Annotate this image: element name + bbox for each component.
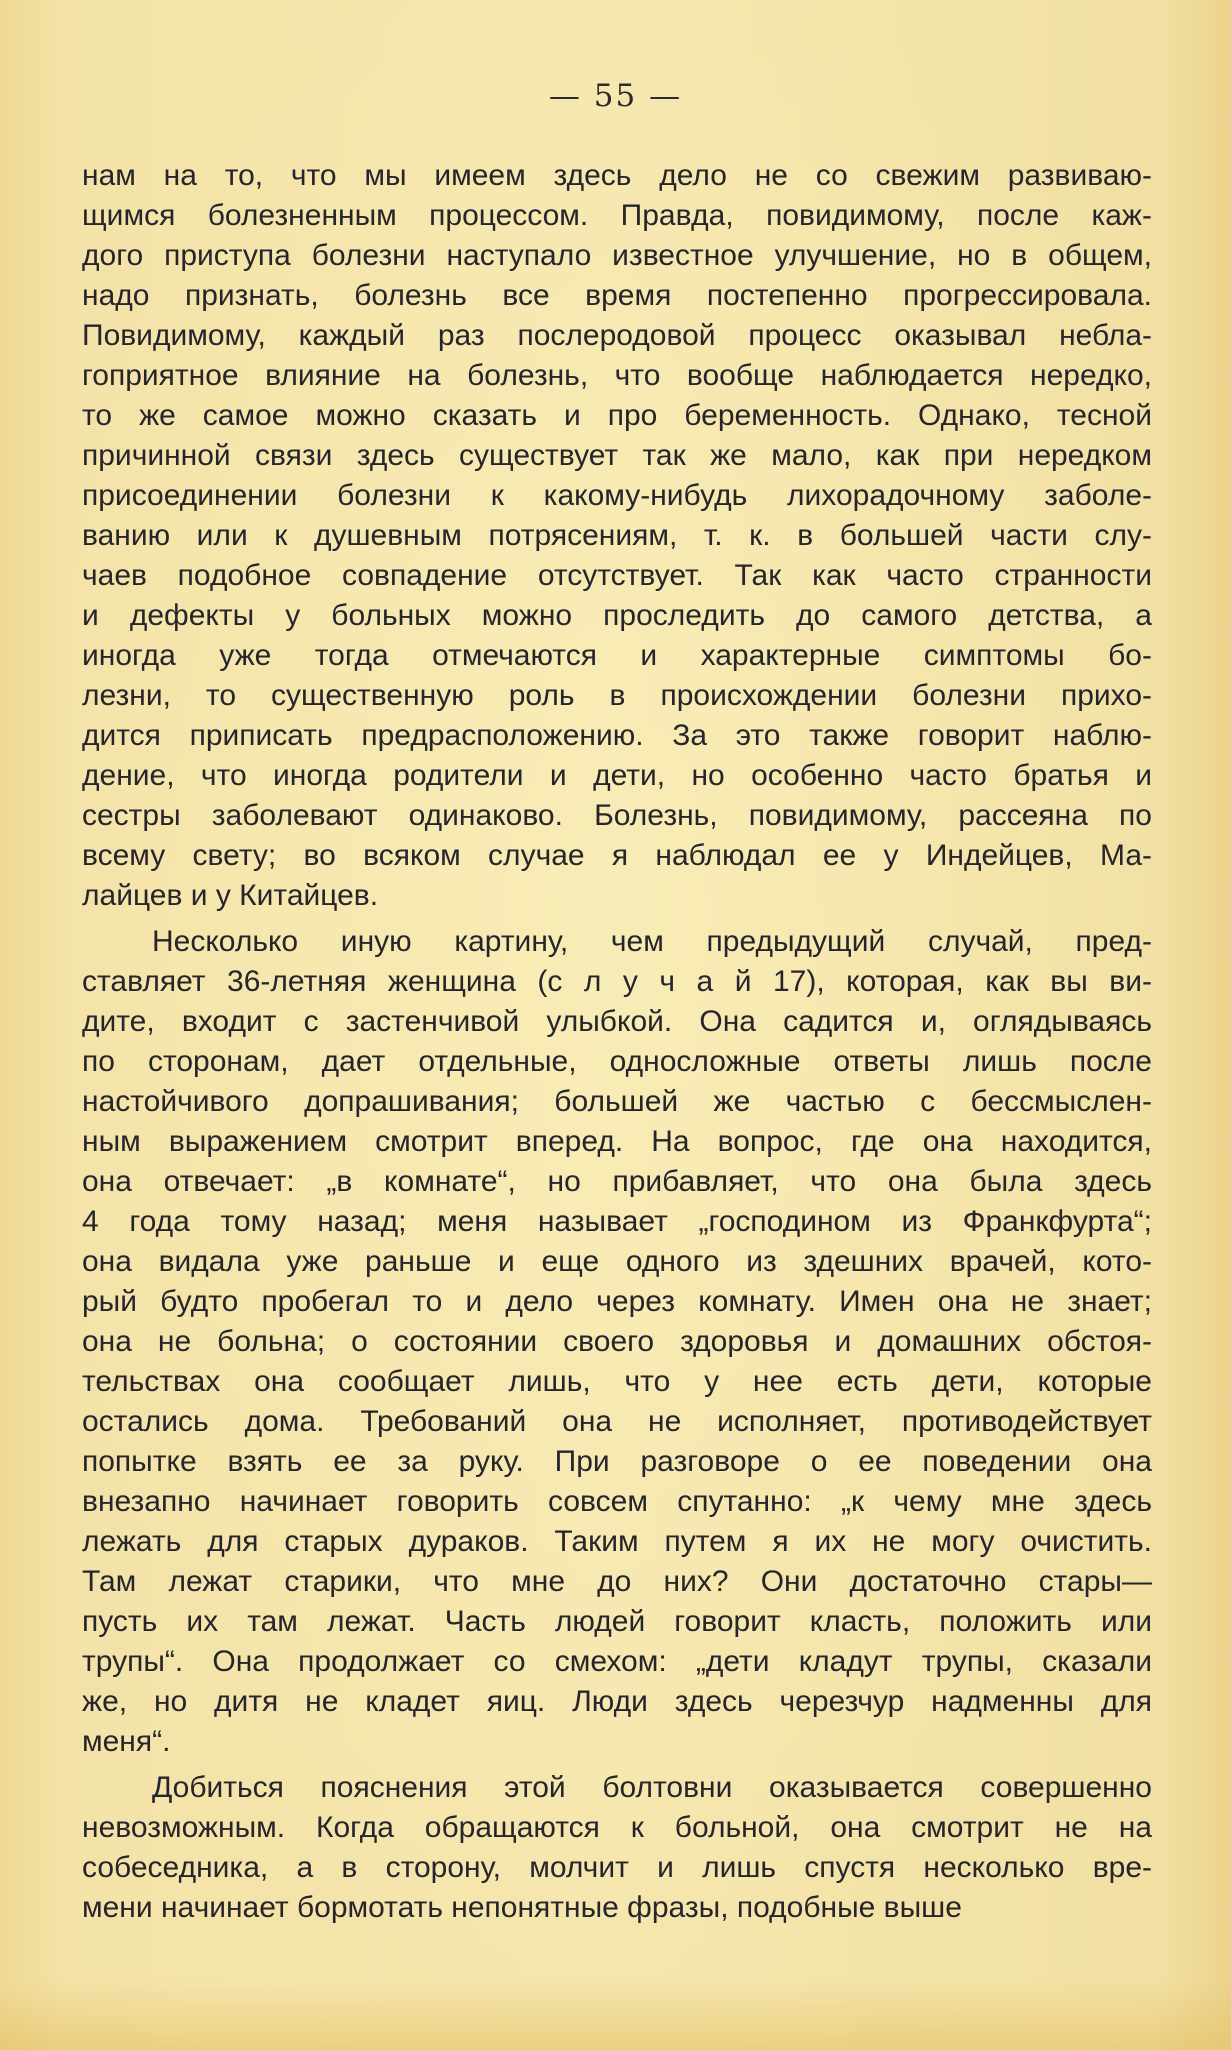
text-line: собеседника, а в сторону, молчит и лишь спустя несколько вре- <box>82 1851 1152 1884</box>
text-line: остались дома. Требований она не исполняет, противодействует <box>82 1405 1152 1438</box>
text-line: же, но дитя не кладет яиц. Люди здесь черезчур надменны для <box>82 1685 1152 1718</box>
paragraph <box>82 922 1152 1762</box>
text-line: Там лежат старики, что мне до них? Они достаточно стары— <box>82 1565 1152 1598</box>
text-line: невозможным. Когда обращаются к больной, она смотрит не на <box>82 1811 1152 1844</box>
paragraph <box>82 1768 1152 1928</box>
text-line: трупы“. Она продолжает со смехом: „дети кладут трупы, сказали <box>82 1645 1152 1678</box>
text-line: настойчивого допрашивания; большей же частью с бессмыслен- <box>82 1085 1152 1118</box>
text-line: дится приписать предрасположению. За это также говорит наблю- <box>82 719 1152 752</box>
text-line: Добиться пояснения этой болтовни оказывается совершенно <box>152 1771 1152 1804</box>
text-line: то же самое можно сказать и про беременность. Однако, тесной <box>82 399 1152 432</box>
body-text <box>82 156 1152 1934</box>
paragraph <box>82 156 1152 916</box>
text-line: рый будто пробегал то и дело через комнату. Имен она не знает; <box>82 1285 1152 1318</box>
text-line: внезапно начинает говорить совсем спутанно: „к чему мне здесь <box>82 1485 1152 1518</box>
text-line: лайцев и у Китайцев. <box>82 879 379 912</box>
text-line: лежать для старых дураков. Таким путем я их не могу очистить. <box>82 1525 1152 1558</box>
text-line: ставляет 36-летняя женщина (с л у ч а й 17), которая, как вы ви- <box>82 965 1152 998</box>
text-line: гоприятное влияние на болезнь, что вообще наблюдается нередко, <box>82 359 1152 392</box>
text-line: по сторонам, дает отдельные, односложные ответы лишь после <box>82 1045 1152 1078</box>
text-line: присоединении болезни к какому-нибудь лихорадочному заболе- <box>82 479 1152 512</box>
text-line: дите, входит с застенчивой улыбкой. Она садится и, оглядываясь <box>82 1005 1152 1038</box>
text-line: она отвечает: „в комнате“, но прибавляет, что она была здесь <box>82 1165 1152 1198</box>
text-line: ванию или к душевным потрясениям, т. к. в большей части слу- <box>82 519 1152 552</box>
text-line: 4 года тому назад; меня называет „господином из Франкфурта“; <box>82 1205 1152 1238</box>
text-line: тельствах она сообщает лишь, что у нее есть дети, которые <box>82 1365 1152 1398</box>
text-line: иногда уже тогда отмечаются и характерные симптомы бо- <box>82 639 1152 672</box>
text-line: меня“. <box>82 1725 171 1758</box>
text-line: она не больна; о состоянии своего здоровья и домашних обстоя- <box>82 1325 1152 1358</box>
page-number: — 55 — <box>548 78 683 114</box>
text-line: дение, что иногда родители и дети, но особенно часто братья и <box>82 759 1152 792</box>
text-line: щимся болезненным процессом. Правда, повидимому, после каж- <box>82 199 1152 232</box>
text-line: попытке взять ее за руку. При разговоре о ее поведении она <box>82 1445 1152 1478</box>
text-line: причинной связи здесь существует так же мало, как при нередком <box>82 439 1152 472</box>
text-line: Повидимому, каждый раз послеродовой процесс оказывал небла- <box>82 319 1152 352</box>
text-line: дого приступа болезни наступало известное улучшение, но в общем, <box>82 239 1152 272</box>
text-line: сестры заболевают одинаково. Болезнь, повидимому, рассеяна по <box>82 799 1152 832</box>
text-line: надо признать, болезнь все время постепенно прогрессировала. <box>82 279 1152 312</box>
text-line: нам на то, что мы имеем здесь дело не со свежим развиваю- <box>82 159 1152 192</box>
page-edge-shading <box>0 1980 1231 2050</box>
text-line: она видала уже раньше и еще одного из здешних врачей, кото- <box>82 1245 1152 1278</box>
text-line: чаев подобное совпадение отсутствует. Так как часто странности <box>82 559 1152 592</box>
text-line: лезни, то существенную роль в происхождении болезни прихо- <box>82 679 1152 712</box>
text-line: мени начинает бормотать непонятные фразы, подобные выше <box>82 1891 962 1924</box>
text-line: и дефекты у больных можно проследить до самого детства, а <box>82 599 1152 632</box>
text-line: всему свету; во всяком случае я наблюдал ее у Индейцев, Ма- <box>82 839 1152 872</box>
text-line: пусть их там лежат. Часть людей говорит класть, положить или <box>82 1605 1152 1638</box>
text-line: Несколько иную картину, чем предыдущий случай, пред- <box>152 925 1152 958</box>
text-line: ным выражением смотрит вперед. На вопрос, где она находится, <box>82 1125 1152 1158</box>
